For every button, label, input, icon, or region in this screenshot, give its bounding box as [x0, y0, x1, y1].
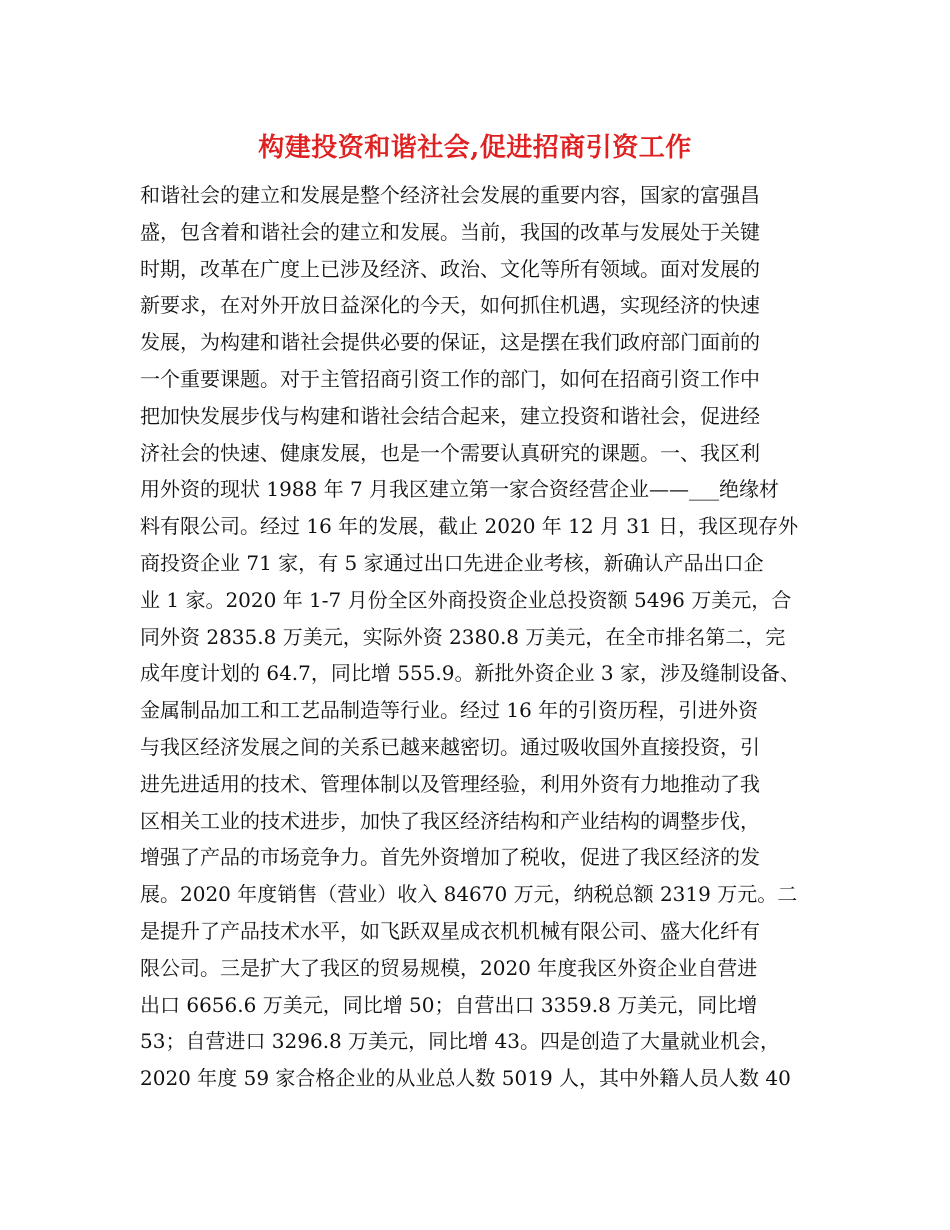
paragraph-line: 与我区经济发展之间的关系已越来越密切。通过吸收国外直接投资，引 [140, 734, 760, 759]
document-body [140, 177, 820, 1097]
paragraph-line: 展。2020 年度销售（营业）收入 84670 万元，纳税总额 2319 万元。二 [140, 882, 798, 907]
paragraph-line: 限公司。三是扩大了我区的贸易规模，2020 年度我区外资企业自营进 [140, 955, 758, 980]
paragraph-line: 增强了产品的市场竞争力。首先外资增加了税收，促进了我区经济的发 [140, 845, 760, 870]
paragraph-line: 进先进适用的技术、管理体制以及管理经验，利用外资有力地推动了我 [140, 771, 760, 796]
paragraph-line: 是提升了产品技术水平，如飞跃双星成衣机机械有限公司、盛大化纤有 [140, 918, 760, 943]
paragraph-line: 53；自营进口 3296.8 万美元，同比增 43。四是创造了大量就业机会， [140, 1029, 780, 1054]
paragraph-line: 成年度计划的 64.7，同比增 555.9。新批外资企业 3 家，涉及缝制设备、 [140, 661, 800, 686]
paragraph-line: 商投资企业 71 家，有 5 家通过出口先进企业考核，新确认产品出口企 [140, 550, 764, 575]
paragraph-line: 新要求，在对外开放日益深化的今天，如何抓住机遇，实现经济的快速 [140, 293, 760, 318]
paragraph-line: 一个重要课题。对于主管招商引资工作的部门，如何在招商引资工作中 [140, 366, 760, 391]
paragraph-line: 时期，改革在广度上已涉及经济、政治、文化等所有领域。面对发展的 [140, 256, 760, 281]
paragraph-line: 2020 年度 59 家合格企业的从业总人数 5019 人，其中外籍人员人数 40 [140, 1066, 791, 1091]
paragraph-line: 料有限公司。经过 16 年的发展，截止 2020 年 12 月 31 日，我区现存外 [140, 514, 799, 539]
paragraph-line: 济社会的快速、健康发展，也是一个需要认真研究的课题。一、我区利 [140, 440, 760, 465]
paragraph-line: 业 1 家。2020 年 1-7 月份全区外商投资企业总投资额 5496 万美元，合 [140, 587, 792, 612]
paragraph-line: 发展，为构建和谐社会提供必要的保证，这是摆在我们政府部门面前的 [140, 330, 760, 355]
paragraph-line: 出口 6656.6 万美元，同比增 50；自营出口 3359.8 万美元，同比增 [140, 992, 758, 1017]
document-title: 构建投资和谐社会,促进招商引资工作 [258, 133, 692, 163]
paragraph-line: 同外资 2835.8 万美元，实际外资 2380.8 万美元，在全市排名第二，完 [140, 624, 786, 649]
paragraph-line: 盛，包含着和谐社会的建立和发展。当前，我国的改革与发展处于关键 [140, 219, 760, 244]
paragraph-line: 区相关工业的技术进步，加快了我区经济结构和产业结构的调整步伐， [140, 808, 760, 833]
paragraph-line: 用外资的现状 1988 年 7 月我区建立第一家合资经营企业——___绝缘材 [140, 477, 780, 502]
paragraph-line: 把加快发展步伐与构建和谐社会结合起来，建立投资和谐社会，促进经 [140, 403, 760, 428]
paragraph-line: 金属制品加工和工艺品制造等行业。经过 16 年的引资历程，引进外资 [140, 698, 759, 723]
paragraph-line: 和谐社会的建立和发展是整个经济社会发展的重要内容，国家的富强昌 [140, 183, 760, 207]
